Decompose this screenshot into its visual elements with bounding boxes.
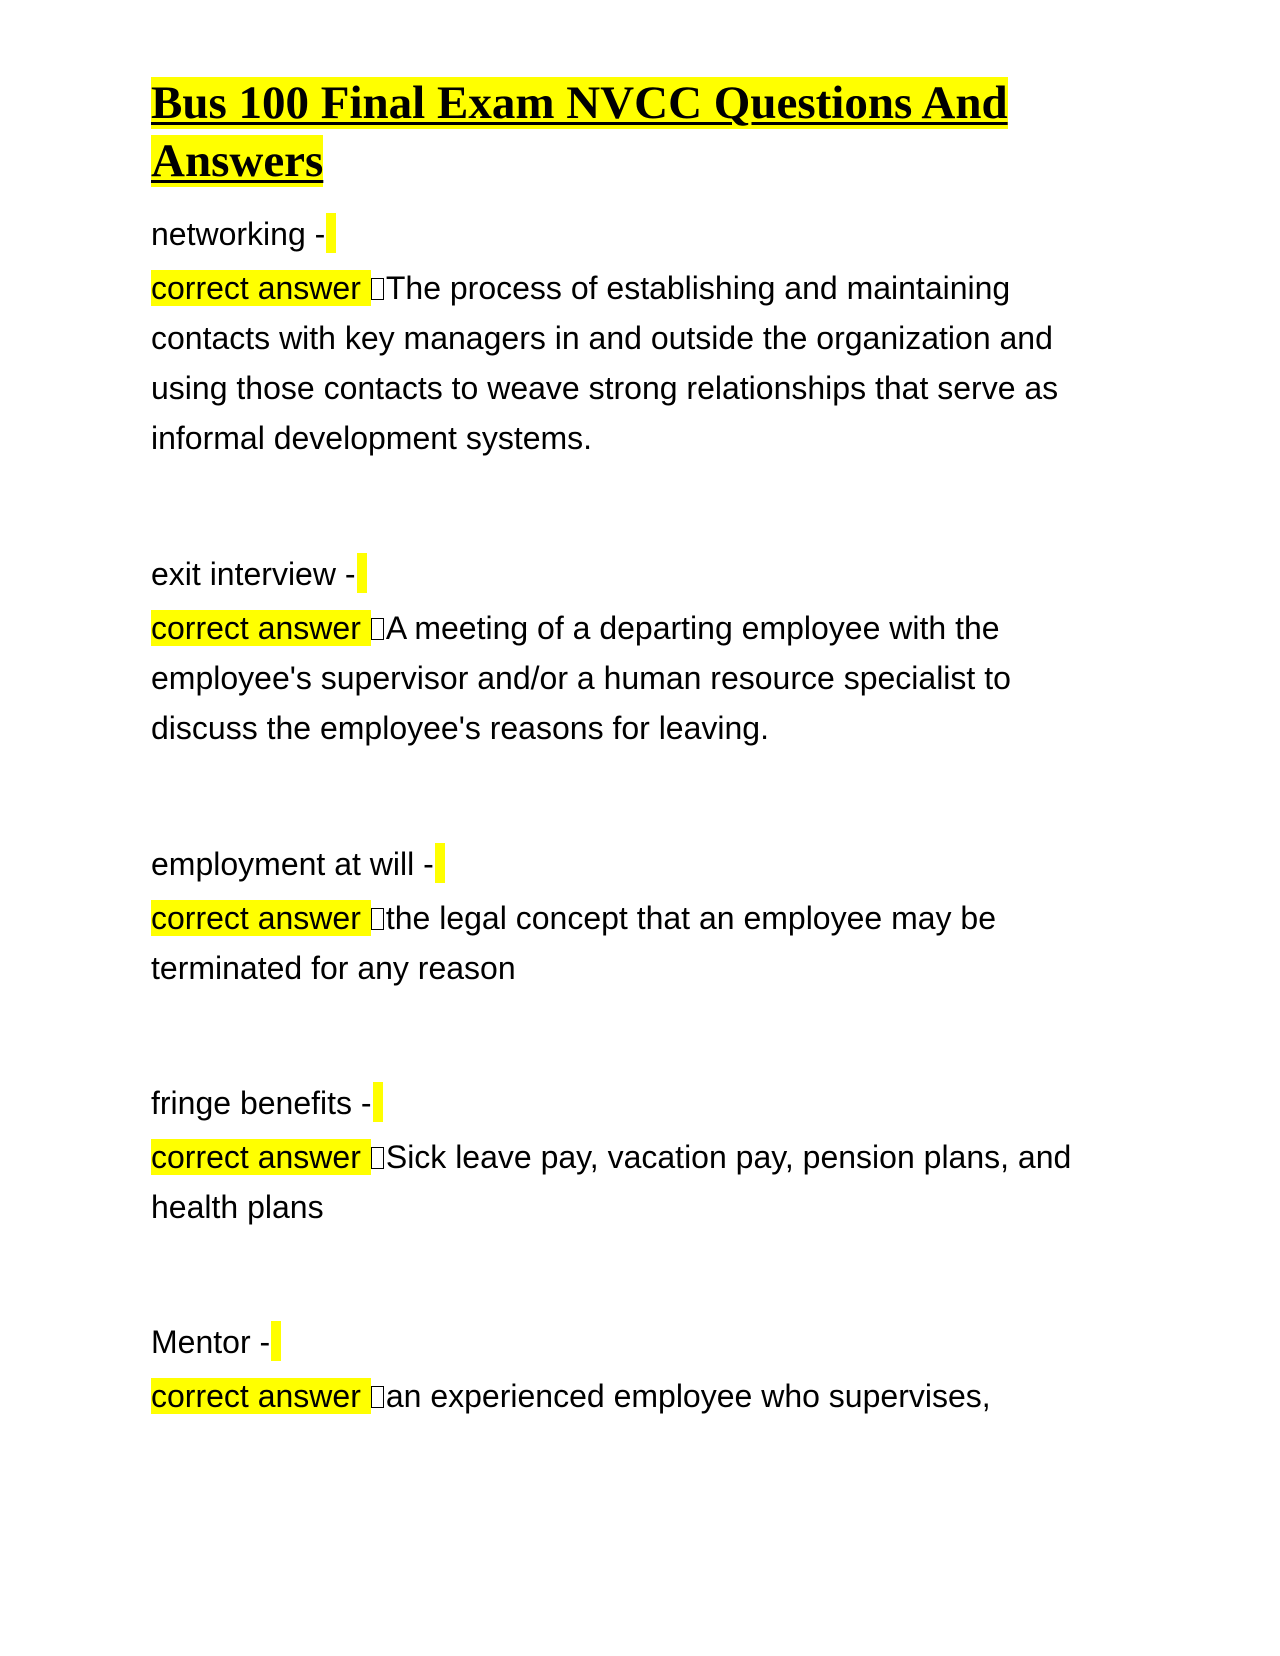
answer-tag: correct answer	[151, 1378, 371, 1414]
term-line	[151, 549, 1091, 601]
answer-paragraph	[151, 263, 1091, 463]
answer-paragraph	[151, 893, 1091, 993]
highlight-marker	[326, 213, 336, 253]
answer-tag: correct answer	[151, 900, 371, 936]
definition-text: the legal concept that an employee may be terminated for any reason	[151, 900, 997, 986]
term-text: fringe benefits -	[151, 1085, 372, 1121]
document-title	[151, 74, 1151, 190]
definition-text: an experienced employee who supervises,	[385, 1378, 991, 1414]
missing-glyph-icon	[371, 1147, 384, 1169]
answer-tag: correct answer	[151, 270, 371, 306]
answer-tag: correct answer	[151, 1139, 371, 1175]
qa-entry-networking	[151, 209, 1091, 463]
answer-paragraph	[151, 1132, 1091, 1232]
term-text: employment at will -	[151, 846, 434, 882]
qa-entry-mentor	[151, 1317, 1091, 1421]
highlight-marker	[435, 843, 445, 883]
term-line	[151, 1078, 1091, 1130]
qa-entry-fringe-benefits	[151, 1078, 1091, 1232]
document-title-text: Bus 100 Final Exam NVCC Questions And Answers	[151, 77, 1008, 187]
answer-tag: correct answer	[151, 610, 371, 646]
highlight-marker	[373, 1082, 383, 1122]
term-text: exit interview -	[151, 556, 356, 592]
term-text: Mentor -	[151, 1324, 271, 1360]
definition-text: A meeting of a departing employee with the employee's supervisor and/or a human resource specialist to discuss the employee's reasons for leaving.	[151, 610, 1011, 746]
highlight-marker	[357, 553, 367, 593]
qa-entry-exit-interview	[151, 549, 1091, 753]
term-line	[151, 1317, 1091, 1369]
missing-glyph-icon	[371, 278, 384, 300]
term-line	[151, 209, 1091, 261]
missing-glyph-icon	[371, 618, 384, 640]
definition-text: Sick leave pay, vacation pay, pension plans, and health plans	[151, 1139, 1072, 1225]
answer-paragraph	[151, 603, 1091, 753]
highlight-marker	[271, 1321, 281, 1361]
qa-entry-employment-at-will	[151, 839, 1091, 993]
missing-glyph-icon	[371, 1386, 384, 1408]
term-line	[151, 839, 1091, 891]
definition-text: The process of establishing and maintaining contacts with key managers in and outside the organization and using those contacts to weave strong relationships that serve as informal development systems.	[151, 270, 1059, 456]
missing-glyph-icon	[371, 908, 384, 930]
term-text: networking -	[151, 216, 326, 252]
answer-paragraph	[151, 1371, 1091, 1421]
